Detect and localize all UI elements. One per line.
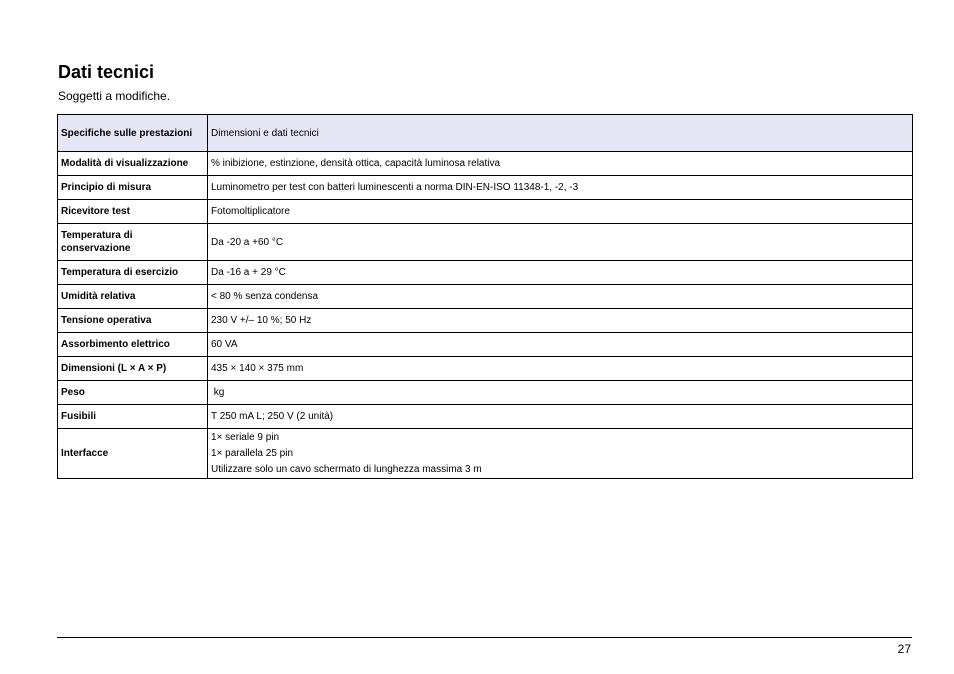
table-header-row xyxy=(58,115,913,152)
row-label: Tensione operativa xyxy=(58,309,208,333)
table-row xyxy=(58,152,913,176)
row-value: < 80 % senza condensa xyxy=(208,285,913,309)
row-label: Peso xyxy=(58,381,208,405)
table-row xyxy=(58,357,913,381)
page-subtitle: Soggetti a modifiche. xyxy=(58,89,171,103)
interface-line: Utilizzare solo un cavo schermato di lunghezza massima 3 m xyxy=(211,463,482,475)
row-value: 435 × 140 × 375 mm xyxy=(208,357,913,381)
footer-divider xyxy=(57,637,912,638)
row-value: % inibizione, estinzione, densità ottica, capacità luminosa relativa xyxy=(208,152,913,176)
table-row xyxy=(58,381,913,405)
table-row xyxy=(58,309,913,333)
row-value: 230 V +/– 10 %; 50 Hz xyxy=(208,309,913,333)
row-label: Interfacce xyxy=(58,429,208,479)
table-row xyxy=(58,200,913,224)
row-label: Principio di misura xyxy=(58,176,208,200)
table-row xyxy=(58,224,913,261)
interface-line: 1× seriale 9 pin xyxy=(211,431,280,443)
table-row xyxy=(58,405,913,429)
page-number: 27 xyxy=(897,642,911,656)
row-value: Da -20 a +60 °C xyxy=(208,224,913,261)
technical-data-table xyxy=(57,114,913,479)
page-title: Dati tecnici xyxy=(58,62,155,82)
row-value: Luminometro per test con batteri luminescenti a norma DIN-EN-ISO 11348-1, -2, -3 xyxy=(208,176,913,200)
row-label: Umidità relativa xyxy=(58,285,208,309)
header-label-cell: Specifiche sulle prestazioni xyxy=(58,115,208,152)
row-label: Fusibili xyxy=(58,405,208,429)
row-label: Dimensioni (L × A × P) xyxy=(58,357,208,381)
row-value: Da -16 a + 29 °C xyxy=(208,261,913,285)
row-value: Fotomoltiplicatore xyxy=(208,200,913,224)
row-value: kg xyxy=(208,381,913,405)
row-label: Temperatura di conservazione xyxy=(58,224,208,261)
row-value-multiline xyxy=(208,429,913,479)
interface-line: 1× parallela 25 pin xyxy=(211,447,294,459)
header-value-cell: Dimensioni e dati tecnici xyxy=(208,115,913,152)
table-row xyxy=(58,429,913,479)
row-value: T 250 mA L; 250 V (2 unità) xyxy=(208,405,913,429)
row-value: 60 VA xyxy=(208,333,913,357)
row-label: Ricevitore test xyxy=(58,200,208,224)
row-label: Assorbimento elettrico xyxy=(58,333,208,357)
table-row xyxy=(58,333,913,357)
row-label: Temperatura di esercizio xyxy=(58,261,208,285)
table-row xyxy=(58,261,913,285)
table-row xyxy=(58,176,913,200)
table-row xyxy=(58,285,913,309)
row-label: Modalità di visualizzazione xyxy=(58,152,208,176)
